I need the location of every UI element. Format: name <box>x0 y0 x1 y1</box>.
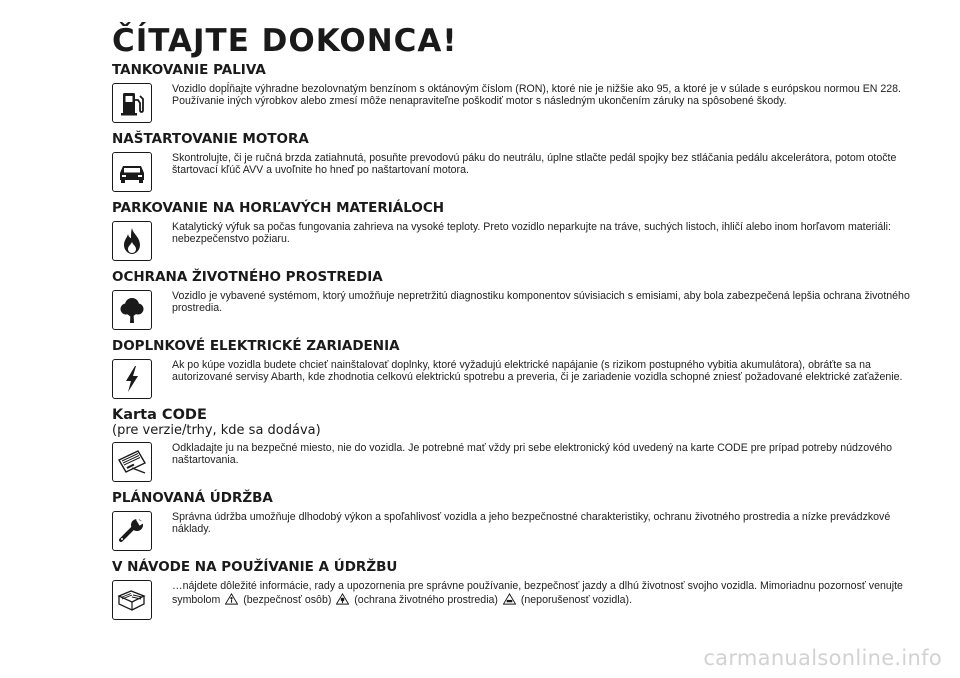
section-text: Ak po kúpe vozidla budete chcieť nainštalovať doplnky, ktoré vyžadujú elektrické napájanie (s rizikom postupného vybitia akumulátora), obráťte sa na autorizované servisy Abarth, kde zhodnotia celkovú elektrickú spotrebu a preveria, či je zariadenie vozidla schopné zniesť požadované elektrické zaťaženie. <box>172 359 903 383</box>
section-fuel <box>112 62 912 123</box>
manual-text-intro: …nájdete dôležité informácie, rady a upozornenia pre správne používanie, bezpečnosť jazdy a dlhú životnosť svojho vozidla. Mimoriadnu pozornosť venujte symbolom <box>172 580 903 606</box>
open-book-icon <box>112 580 152 620</box>
section-code-card <box>112 407 912 482</box>
section-environment <box>112 269 912 330</box>
section-heading: PLÁNOVANÁ ÚDRŽBA <box>112 490 273 506</box>
section-text <box>172 580 912 607</box>
section-heading: DOPLNKOVÉ ELEKTRICKÉ ZARIADENIA <box>112 338 400 354</box>
section-maintenance <box>112 490 912 551</box>
section-electrical <box>112 338 912 399</box>
warning-vehicle-icon <box>503 593 516 605</box>
section-text: Správna údržba umožňuje dlhodobý výkon a spoľahlivosť vozidla a jeho bezpečnostné charakteristiky, ochranu životného prostredia a nízke prevádzkové náklady. <box>172 511 891 535</box>
watermark: carmanualsonline.info <box>703 646 942 670</box>
car-icon <box>112 152 152 192</box>
section-text: Vozidlo dopĺňajte výhradne bezolovnatým benzínom s oktánovým číslom (RON), ktoré nie je nižšie ako 95, a ktoré je v súlade s európskou normou EN 228. Používanie iných výrobkov alebo zmesí môže nenapraviteľne poškodiť motor s následným ukončením záruky na spôsobené škody. <box>172 83 901 107</box>
code-card-icon <box>112 442 152 482</box>
section-manual <box>112 559 912 620</box>
tree-icon <box>112 290 152 330</box>
manual-text-safety: (bezpečnosť osôb) <box>243 593 332 606</box>
section-text: Skontrolujte, či je ručná brzda zatiahnutá, posuňte prevodovú páku do neutrálu, úplne stlačte pedál spojky bez stláčania pedálu akcelerátora, potom otočte štartovací kľúč AVV a uvoľnite ho hneď po naštartovaní motora. <box>172 152 897 176</box>
page <box>112 24 912 628</box>
section-text: Vozidlo je vybavené systémom, ktorý umožňuje nepretržitú diagnostiku komponentov súvisiacich s emisiami, aby bola zabezpečená lepšia ochrana životného prostredia. <box>172 290 910 314</box>
flame-icon <box>112 221 152 261</box>
section-text: Odkladajte ju na bezpečné miesto, nie do vozidla. Je potrebné mať vždy pri sebe elektronický kód uvedený na karte CODE pre prípad potreby núdzového naštartovania. <box>172 442 893 466</box>
section-heading: OCHRANA ŽIVOTNÉHO PROSTREDIA <box>112 269 383 285</box>
wrench-icon <box>112 511 152 551</box>
warning-person-icon <box>225 593 238 605</box>
section-heading: NAŠTARTOVANIE MOTORA <box>112 131 309 147</box>
section-heading: PARKOVANIE NA HORĽAVÝCH MATERIÁLOCH <box>112 200 445 216</box>
section-heading: TANKOVANIE PALIVA <box>112 62 266 78</box>
section-parking <box>112 200 912 261</box>
section-heading: Karta CODE <box>112 407 207 423</box>
section-subheading: (pre verzie/trhy, kde sa dodáva) <box>112 423 321 438</box>
section-text: Katalytický výfuk sa počas fungovania zahrieva na vysoké teploty. Preto vozidlo neparkujte na tráve, suchých listoch, ihličí alebo inom horľavom materiáli: nebezpečenstvo požiaru. <box>172 221 891 245</box>
section-heading: V NÁVODE NA POUŽÍVANIE A ÚDRŽBU <box>112 559 398 575</box>
manual-text-vehicle: (neporušenosť vozidla). <box>520 593 633 606</box>
section-engine-start <box>112 131 912 192</box>
fuel-pump-icon <box>112 83 152 123</box>
manual-text-environment: (ochrana životného prostredia) <box>354 593 498 606</box>
warning-environment-icon <box>336 593 349 605</box>
page-title: ČÍTAJTE DOKONCA! <box>112 23 458 59</box>
lightning-icon <box>112 359 152 399</box>
